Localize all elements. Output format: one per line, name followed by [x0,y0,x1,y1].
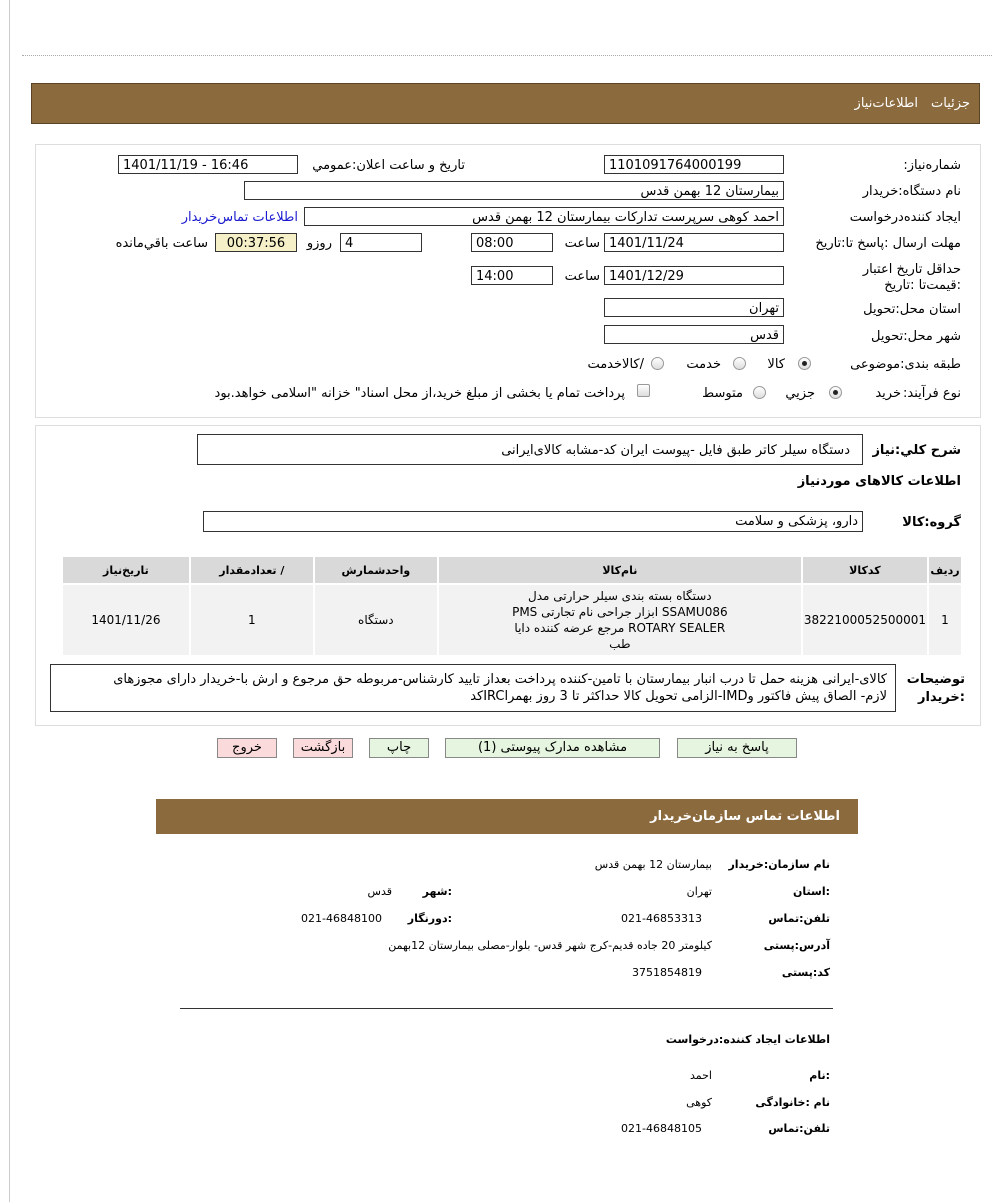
col-unit: واحدشمارش [315,557,437,583]
radio-service-label: خدمت [686,357,721,372]
cell-name-line2: SSAMU086 ابزار جراحی نام تجارتی PMS [512,605,728,619]
announce-field: 1401/11/19 - 16:46 [118,155,298,174]
creator-label: ایجاد کننده‌درخواست [849,210,961,225]
cell-name-line1: دستگاه بسته بندی سیلر حرارتی مدل [528,589,712,603]
radio-goods-service[interactable] [651,357,664,370]
cell-name-line4: طب [609,637,631,651]
radio-medium-label: متوسط [702,386,743,401]
group-field: دارو، پزشکی و سلامت [203,511,863,532]
cell-row: 1 [929,585,961,655]
cell-name-line3: ROTARY SEALER مرجع عرضه کننده دایا [514,621,726,635]
buyer-notes-line1: کالای-ایرانی هزینه حمل تا درب انبار بیمارستان با تامین-کننده پرداخت بعداز تایید کارشناس-مربوطه حق مرجوع و ارش با-خریدار دارای مجوزهای [113,672,887,687]
col-row: رديف [929,557,961,583]
days-label: روزو [306,236,332,251]
left-border-line [9,0,10,1202]
contact-divider [180,1008,833,1009]
deadline-date-field: 1401/11/24 [604,233,784,252]
goods-info-title: اطلاعات کالاهای موردنیاز [797,474,961,489]
deadline-label: مهلت ارسال :پاسخ تا‌:تاریخ [815,236,961,251]
radio-service[interactable] [733,357,746,370]
buyer-org-field: بیمارستان 12 بهمن قدس [244,181,784,200]
creator-phone-label: تلفن‌:تماس [768,1122,830,1135]
payment-note: پرداخت تمام یا بخشی از مبلغ خرید،از محل اسناد" خزانه "اسلامی خواهد.بود [214,386,625,401]
need-number-field: 1101091764000199 [604,155,784,174]
deadline-time-label: ساعت [564,236,600,251]
header-bar [31,83,980,124]
buyer-notes-line2: لازم- الصاق پیش فاکتور وIMD-الزامی تحویل کالا حداکثر تا 3 روز بهمراIRCکد [470,689,887,704]
creator-name-label: :نام [809,1069,830,1082]
buyer-contact-link[interactable]: اطلاعات تماس‌خریدار [181,210,298,225]
province-field: تهران [604,298,784,317]
top-dotted-divider [22,55,992,56]
creator-name: احمد [690,1069,712,1082]
contact-city: قدس [367,885,392,898]
buyer-notes-label-2: :خریدار [918,690,965,705]
reply-button[interactable]: پاسخ به نیاز [677,738,797,758]
radio-medium[interactable] [753,386,766,399]
print-button[interactable]: چاپ [369,738,429,758]
contact-org-label: نام سازمان‌:خریدار [728,858,830,871]
contact-province-label: :استان [793,885,830,898]
buyer-org-label: نام دستگاه‌:خریدار [862,184,961,199]
creator-phone: 021-46848105 [621,1122,702,1135]
buyer-notes-box [50,664,896,712]
attachments-button[interactable]: مشاهده مدارک پیوستی (1) [445,738,660,758]
buyer-notes-label-1: توضیحات [906,672,965,687]
contact-phone: 021-46853313 [621,912,702,925]
validity-label: حداقل تاریخ اعتبار :قیمت‌تا :تاریخ [862,262,961,293]
cell-name [439,585,801,655]
col-date: تاریخ‌نیاز [63,557,189,583]
validity-time-field: 14:00 [471,266,553,285]
validity-date-field: 1401/12/29 [604,266,784,285]
validity-time-label: ساعت [564,269,600,284]
back-button[interactable]: بازگشت [293,738,353,758]
exit-button[interactable]: خروج [217,738,277,758]
table-row [63,585,961,655]
col-code: کدکالا [803,557,927,583]
creator-family-label: نام :خانوادگی [755,1096,830,1109]
items-table [61,555,963,657]
group-label: گروه:کالا [902,515,961,530]
days-field: 4 [340,233,422,252]
radio-partial-label: جزيي [785,386,815,401]
process-label: نوع فرآیند: [903,386,961,401]
process-buy-label: خرید [875,386,901,401]
radio-goods-service-label: /کالاخدمت [587,357,644,372]
remaining-label: ساعت باقي‌مانده [115,236,208,251]
treasury-checkbox[interactable] [637,384,650,397]
creator-field: احمد کوهی سرپرست تداركات بیمارستان 12 بهمن قدس [304,207,784,226]
radio-goods[interactable] [798,357,811,370]
radio-goods-label: کالا [767,357,785,372]
city-label: شهر محل‌:تحویل [871,329,961,344]
tab-details[interactable]: جزئیات [931,96,970,111]
general-desc-label: شرح کلي:نياز [872,443,961,458]
contact-address: کیلومتر 20 جاده قدیم-کرج شهر قدس- بلوار-مصلی بیمارستان 12بهمن [388,939,712,952]
contact-address-label: آدرس‌:پستی [763,939,830,952]
city-field: قدس [604,325,784,344]
general-desc-field: دستگاه سیلر کاتر طبق فایل -پیوست ایران کد-مشابه کالای‌ایرانی [197,434,863,465]
radio-partial[interactable] [829,386,842,399]
contact-title: اطلاعات تماس سازمان‌خریدار [650,809,840,824]
announce-label: تاریخ و ساعت اعلان‌:عمومي [312,158,465,173]
creator-family: کوهی [686,1096,712,1109]
province-label: استان محل‌:تحویل [863,302,961,317]
cell-date: 1401/11/26 [63,585,189,655]
contact-province: تهران [686,885,712,898]
contact-fax: 021-46848100 [301,912,382,925]
contact-phone-label: تلفن‌:تماس [768,912,830,925]
cell-qty: 1 [191,585,313,655]
remaining-time-field: 00:37:56 [215,233,297,252]
col-name: نام‌کالا [439,557,801,583]
creator-info-title: اطلاعات ایجاد کننده‌:درخواست [665,1033,830,1046]
need-number-label: شماره‌نیاز: [903,158,961,173]
cell-code: 3822100052500001 [803,585,927,655]
deadline-time-field: 08:00 [471,233,553,252]
col-qty: / تعدادمقدار [191,557,313,583]
contact-fax-label: :دورنگار [407,912,452,925]
category-label: طبقه بندی‌:موضوعی [850,357,961,372]
contact-city-label: :شهر [422,885,452,898]
contact-org: بیمارستان 12 بهمن قدس [594,858,712,871]
contact-postal-label: کد:پستی [781,966,830,979]
contact-postal: 3751854819 [632,966,702,979]
cell-unit: دستگاه [315,585,437,655]
tab-need-info[interactable]: اطلاعات‌نیاز [854,96,918,111]
